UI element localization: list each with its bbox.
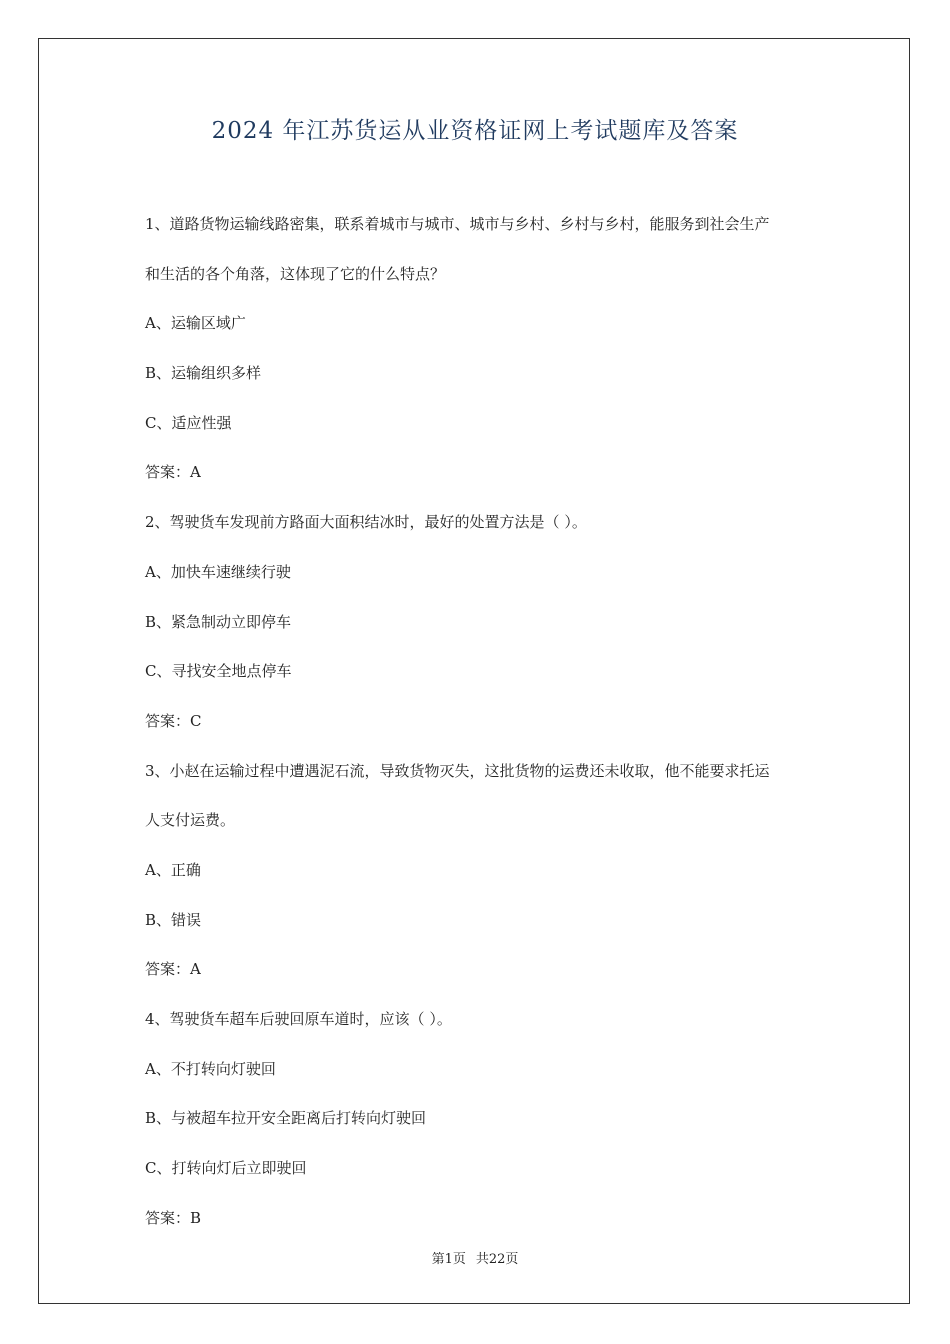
page-total: 共22页: [475, 1252, 519, 1267]
option-b: B、错误: [145, 910, 202, 929]
option-c: C、适应性强: [145, 413, 232, 432]
answer: 答案：B: [145, 1208, 202, 1227]
question-stem-line: 4、驾驶货车超车后驶回原车道时，应该（ ）。: [145, 1010, 452, 1028]
question-stem-line: 3、小赵在运输过程中遭遇泥石流，导致货物灭失，这批货物的运费还未收取，他不能要求托运: [145, 761, 770, 780]
option-b: B、紧急制动立即停车: [145, 612, 292, 631]
option-a: A、加快车速继续行驶: [145, 562, 291, 581]
option-a: A、不打转向灯驶回: [145, 1059, 276, 1078]
question-stem-line: 2、驾驶货车发现前方路面大面积结冰时，最好的处置方法是（ ）。: [145, 513, 587, 532]
page-number: 第1页: [431, 1252, 466, 1267]
option-a: A、正确: [145, 860, 201, 879]
option-b: B、与被超车拉开安全距离后打转向灯驶回: [145, 1109, 427, 1128]
answer: 答案：A: [145, 960, 201, 979]
option-c: C、打转向灯后立即驶回: [145, 1159, 307, 1178]
answer: 答案：C: [145, 711, 202, 730]
option-a: A、运输区域广: [145, 314, 246, 333]
question-3: [145, 747, 813, 995]
question-stem-line: 和生活的各个角落，这体现了它的什么特点？: [145, 264, 446, 283]
page-footer: [0, 1248, 950, 1267]
question-4: [145, 995, 813, 1243]
question-list: [145, 200, 813, 1243]
question-stem-line: 人支付运费。: [145, 811, 236, 830]
document-title: 2024 年江苏货运从业资格证网上考试题库及答案: [211, 118, 739, 144]
option-b: B、运输组织多样: [145, 364, 262, 383]
answer: 答案：A: [145, 463, 201, 482]
question-stem-line: 1、道路货物运输线路密集，联系着城市与城市、城市与乡村、乡村与乡村，能服务到社会生产: [145, 215, 770, 233]
question-2: [145, 498, 813, 746]
question-1: [145, 200, 813, 498]
option-c: C、寻找安全地点停车: [145, 662, 292, 681]
